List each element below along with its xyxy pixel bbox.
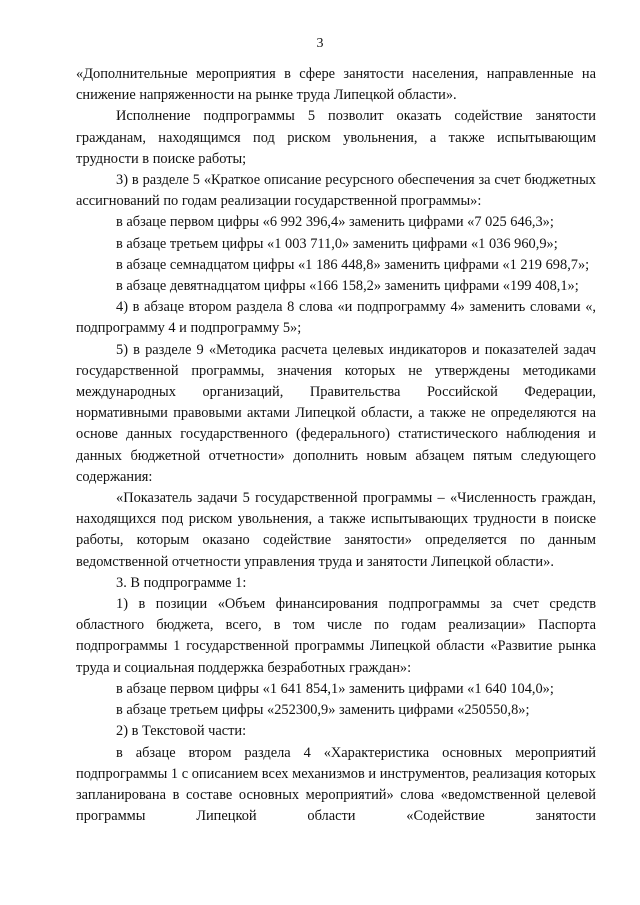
paragraph-5: в абзаце третьем цифры «1 003 711,0» заменить цифрами «1 036 960,9»; xyxy=(116,235,558,252)
paragraph-13: в абзаце первом цифры «1 641 854,1» заменить цифрами «1 640 104,0»; xyxy=(116,680,554,697)
paragraph-1: «Дополнительные мероприятия в сфере занятости населения, направленные на снижение напряженности на рынке труда Липецкой области». xyxy=(76,66,596,104)
document-body xyxy=(76,64,596,827)
paragraph-16: в абзаце втором раздела 4 «Характеристика основных мероприятий подпрограммы 1 с описанием всех механизмов и инструментов, реализация которых запланирована в составе основных мероприятий» слова «ведомственной целевой программы Липецкой области «Содействие занятости xyxy=(76,744,596,825)
paragraph-7: в абзаце девятнадцатом цифры «166 158,2» заменить цифрами «199 408,1»; xyxy=(116,278,579,295)
paragraph-4: в абзаце первом цифры «6 992 396,4» заменить цифрами «7 025 646,3»; xyxy=(116,214,554,231)
paragraph-3: 3) в разделе 5 «Краткое описание ресурсного обеспечения за счет бюджетных ассигнований по годам реализации государственной программы»: xyxy=(76,172,596,210)
paragraph-10: «Показатель задачи 5 государственной программы – «Численность граждан, находящихся под риском увольнения, а также испытывающих трудности в поиске работы, которым оказано содействие занятости» определяется по данным ведомственной отчетности управления труда и занятости Липецкой области». xyxy=(76,490,596,570)
paragraph-8: 4) в абзаце втором раздела 8 слова «и подпрограмму 4» заменить словами «, подпрограмму 4 и подпрограмму 5»; xyxy=(76,299,596,337)
page-number: 3 xyxy=(316,36,324,51)
paragraph-15: 2) в Текстовой части: xyxy=(116,723,247,740)
paragraph-9: 5) в разделе 9 «Методика расчета целевых индикаторов и показателей задач государственной программы, значения которых не утверждены методиками международных организаций, Правительства Российской Федерации, нормативными правовыми актами Липецкой области, а также не определяются на основе данных государственного (федерального) статистического наблюдения и данных бюджетной отчетности» дополнить новым абзацем пятым следующего содержания: xyxy=(76,341,596,485)
paragraph-2: Исполнение подпрограммы 5 позволит оказать содействие занятости гражданам, находящимся под риском увольнения, а также испытывающим трудности в поиске работы; xyxy=(76,108,596,167)
paragraph-14: в абзаце третьем цифры «252300,9» заменить цифрами «250550,8»; xyxy=(116,702,530,719)
paragraph-12: 1) в позиции «Объем финансирования подпрограммы за счет средств областного бюджета, всего, в том числе по годам реализации» Паспорта подпрограммы 1 государственной программы Липецкой области «Развитие рынка труда и социальная поддержка безработных граждан»: xyxy=(76,596,596,676)
paragraph-6: в абзаце семнадцатом цифры «1 186 448,8» заменить цифрами «1 219 698,7»; xyxy=(116,256,590,273)
paragraph-11: 3. В подпрограмме 1: xyxy=(116,574,247,591)
